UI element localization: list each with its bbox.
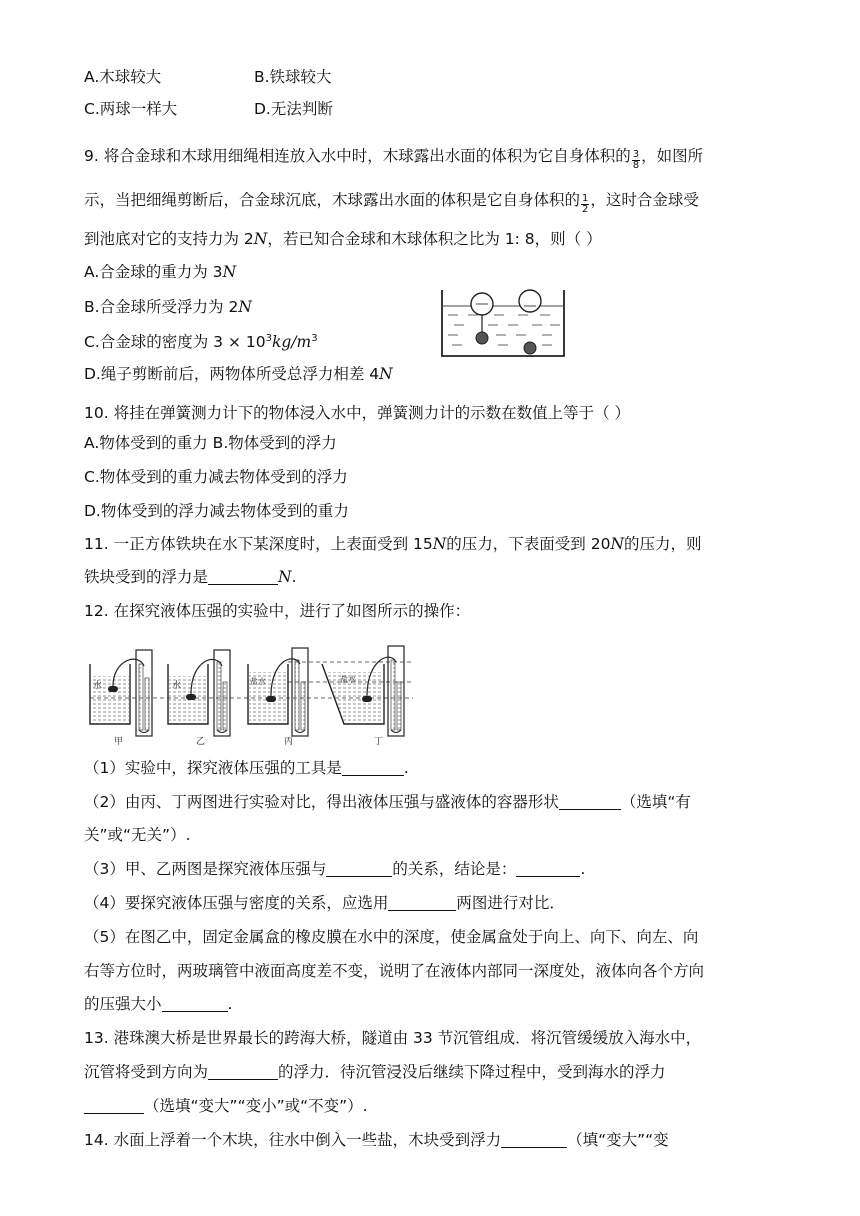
q9-option-c: C.合金球的密度为 $3 \times 10^3kg/m^3$ — [84, 332, 318, 351]
answer-blank — [162, 995, 228, 1012]
q13-line2: 沉管将受到方向为 的浮力．待沉管浸没后继续下降过程中，受到海水的浮力 — [84, 1063, 666, 1081]
figure-label-ding: 丁 — [374, 737, 384, 746]
q9-figure-balls-in-water — [438, 282, 568, 362]
liquid-label-jia: 水 — [93, 681, 103, 691]
answer-blank — [326, 860, 392, 877]
q14-line1: 14. 水面上浮着一个木块，往水中倒入一些盐，木块受到浮力 （填“变大”“变 — [84, 1131, 669, 1149]
figure-label-jia: 甲 — [114, 737, 124, 746]
q9-stem-line1: 9. 将合金球和木球用细绳相连放入水中时，木球露出水面的体积为它自身体积的 $\frac{3}{8}$ ，如图所 — [84, 147, 704, 171]
fraction-3-8: $\frac{3}{8}$ — [632, 149, 640, 171]
figure-label-bing: 丙 — [284, 737, 294, 746]
q9-stem-line2: 示，当把细绳剪断后，合金球沉底，木球露出水面的体积是它自身体积的 $\frac{1}{2}$ ，这时合金球受 — [84, 191, 699, 215]
q11-stem-line1: 11. 一正方体铁块在水下某深度时，上表面受到 15N的压力，下表面受到 20N的压力，则 — [84, 535, 702, 553]
q12-figure-pressure-experiments — [88, 642, 418, 746]
liquid-label-ding: 盐水 — [340, 675, 356, 684]
answer-blank — [84, 1097, 144, 1114]
q12-sub5-line3: 的压强大小 . — [84, 995, 233, 1013]
answer-blank — [342, 759, 404, 776]
q12-sub4: （4）要探究液体压强与密度的关系，应选用 两图进行对比． — [84, 894, 565, 912]
answer-blank — [208, 1063, 278, 1080]
q8-option-a: A.木球较大 — [84, 68, 162, 86]
q9-option-b: B.合金球所受浮力为 2N — [84, 298, 252, 316]
q8-option-c: C.两球一样大 — [84, 100, 178, 118]
liquid-label-bing: 盐水 — [250, 677, 266, 686]
q12-sub2-line1: （2）由丙、丁两图进行实验对比，得出液体压强与盛液体的容器形状 （选填“有 — [84, 793, 691, 811]
q12-sub5-line1: （5）在图乙中，固定金属盒的橡皮膜在水中的深度，使金属盒处于向上、向下、向左、向 — [84, 928, 699, 946]
q12-sub3: （3）甲、乙两图是探究液体压强与 的关系，结论是： . — [84, 860, 586, 878]
q10-option-d: D.物体受到的浮力减去物体受到的重力 — [84, 502, 349, 520]
q12-sub1: （1）实验中，探究液体压强的工具是 . — [84, 759, 409, 777]
q10-options-ab: A.物体受到的重力 B.物体受到的浮力 — [84, 434, 337, 452]
liquid-label-yi: 水 — [172, 681, 182, 691]
answer-blank — [208, 568, 278, 585]
q12-sub2-line2: 关”或“无关”）. — [84, 826, 191, 844]
fraction-1-2: $\frac{1}{2}$ — [582, 193, 589, 215]
q10-option-c: C.物体受到的重力减去物体受到的浮力 — [84, 468, 348, 486]
q12-stem: 12. 在探究液体压强的实验中，进行了如图所示的操作： — [84, 602, 471, 620]
q9-stem-line3: 到池底对它的支持力为 2N，若已知合金球和木球体积之比为 1: 8，则（ ） — [84, 230, 602, 248]
answer-blank — [501, 1131, 567, 1148]
q11-stem-line2: 铁块受到的浮力是 N. — [84, 568, 297, 586]
q8-option-d: D.无法判断 — [254, 100, 333, 118]
q8-option-b: B.铁球较大 — [254, 68, 332, 86]
figure-label-yi: 乙 — [196, 737, 206, 746]
q13-line1: 13. 港珠澳大桥是世界最长的跨海大桥，隧道由 33 节沉管组成．将沉管缓缓放入海水中， — [84, 1029, 702, 1047]
answer-blank — [559, 793, 621, 810]
q12-sub5-line2: 右等方位时，两玻璃管中液面高度差不变，说明了在液体内部同一深度处，液体向各个方向 — [84, 962, 705, 980]
answer-blank — [516, 860, 580, 877]
q9-option-a: A.合金球的重力为 3N — [84, 263, 237, 281]
answer-blank — [388, 894, 456, 911]
q10-stem: 10. 将挂在弹簧测力计下的物体浸入水中，弹簧测力计的示数在数值上等于（ ） — [84, 404, 631, 422]
q13-line3: （选填“变大”“变小”或“不变”）. — [84, 1095, 368, 1117]
q9-option-d: D.绳子剪断前后，两物体所受总浮力相差 4N — [84, 365, 393, 383]
